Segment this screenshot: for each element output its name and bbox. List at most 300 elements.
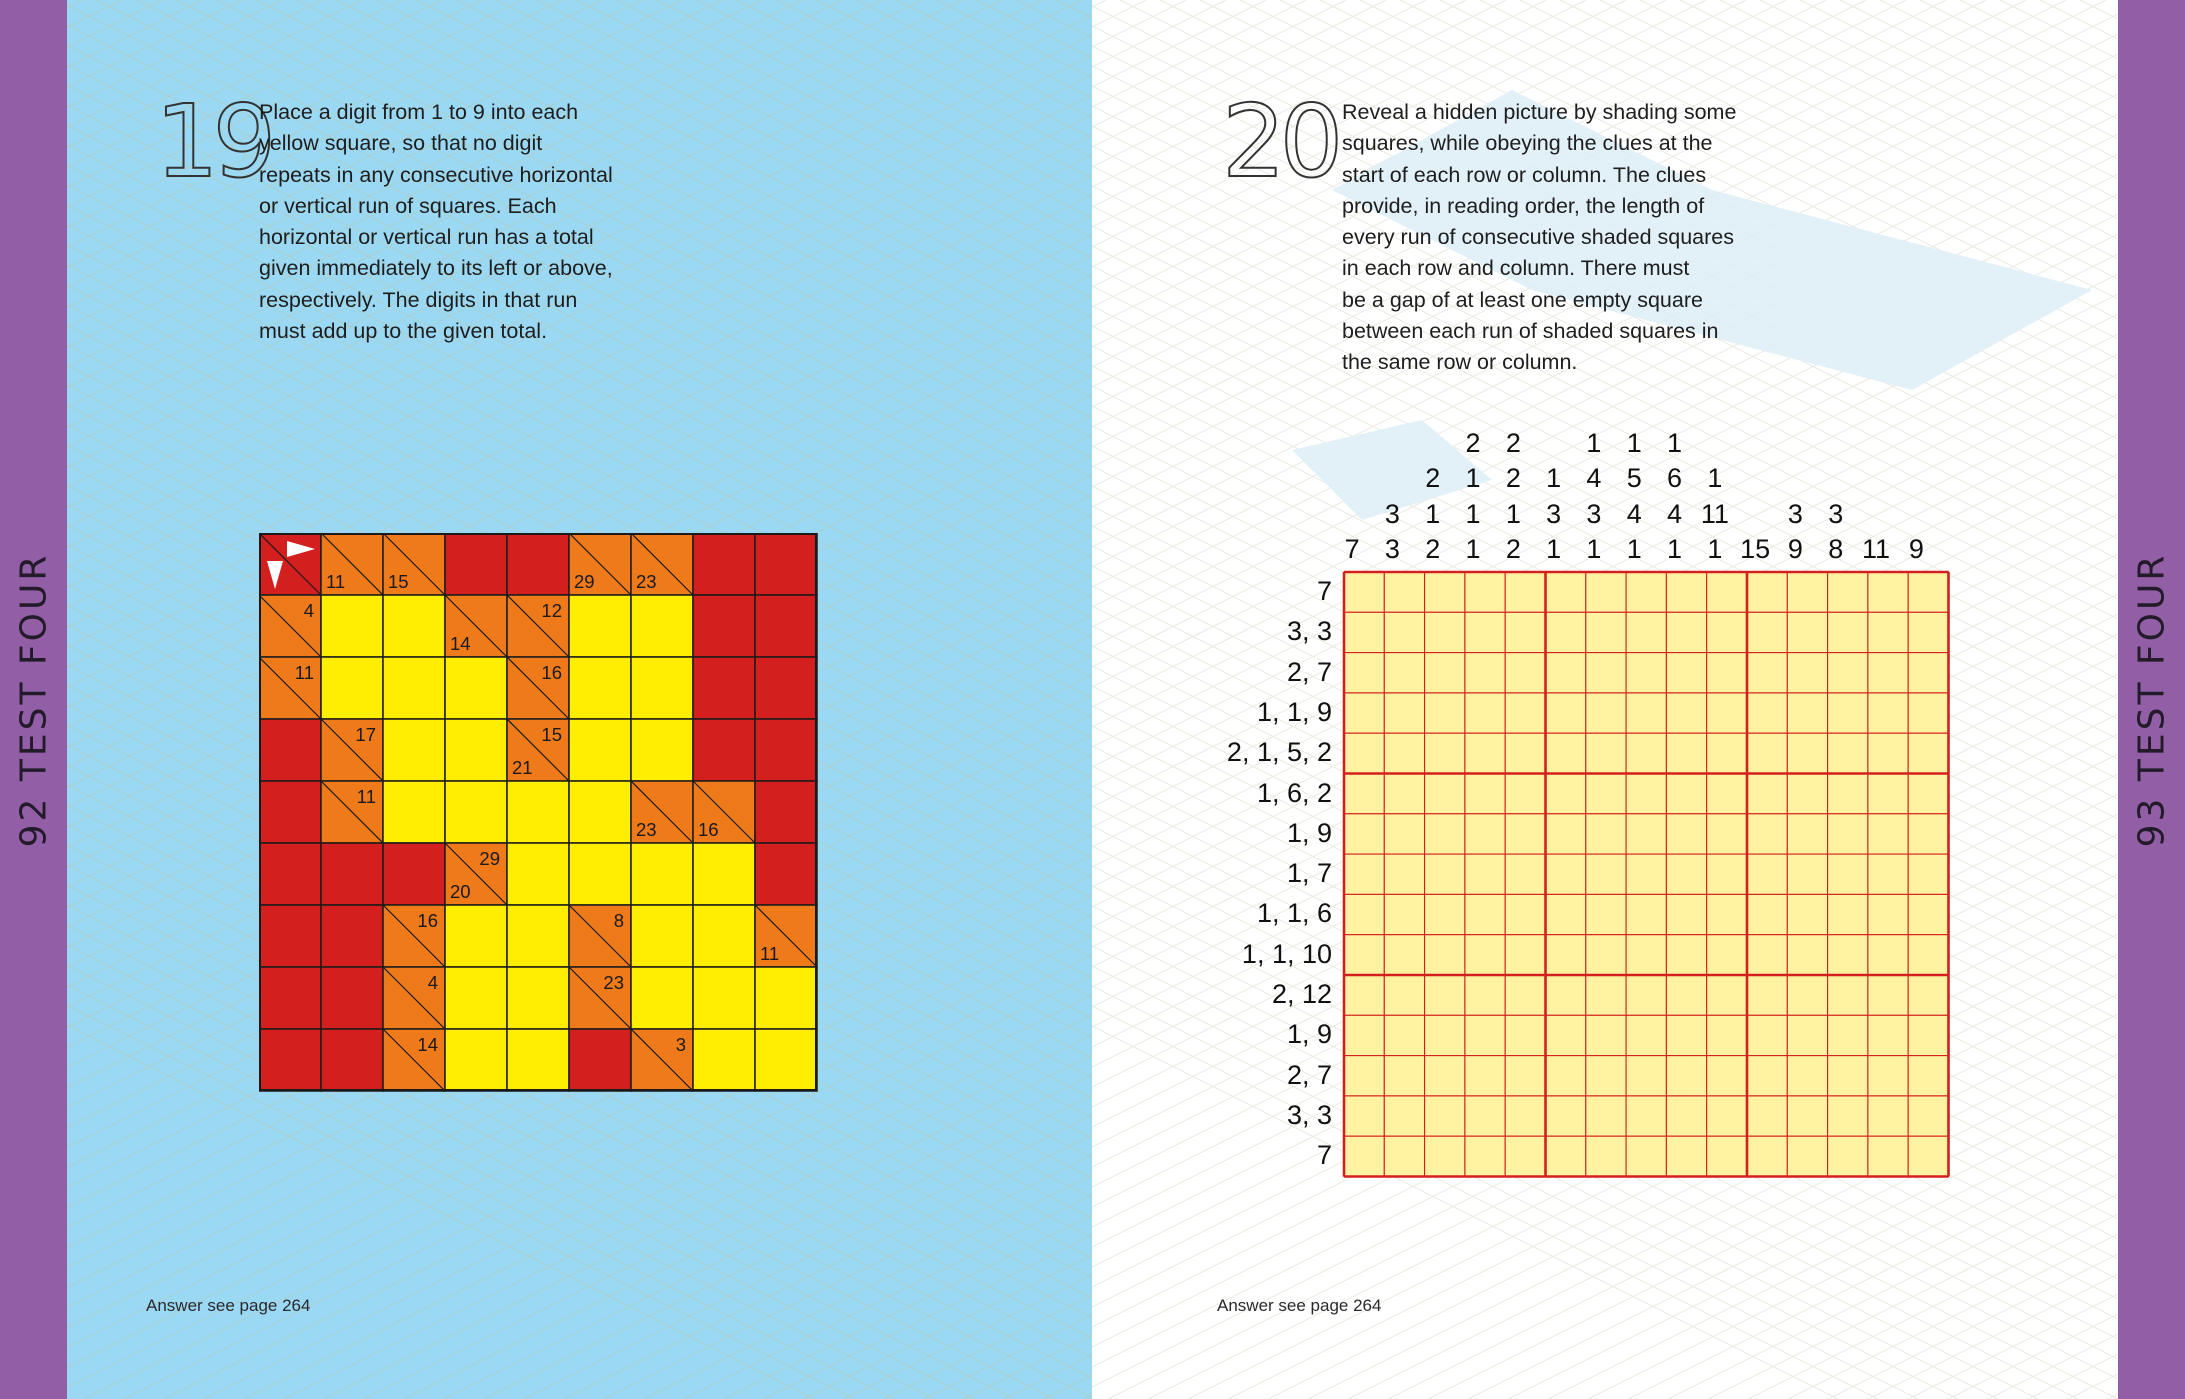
row-clue: 1, 1, 10 [1241, 938, 1332, 969]
nonogram-cell[interactable] [1868, 1136, 1908, 1176]
nonogram-cell[interactable] [1465, 814, 1505, 854]
nonogram-cell[interactable] [1828, 1056, 1868, 1096]
left-section-label: 92 TEST FOUR [13, 552, 54, 847]
nonogram-cell[interactable] [1344, 894, 1384, 934]
nonogram-cell[interactable] [1868, 1015, 1908, 1055]
nonogram-cell[interactable] [1425, 1136, 1465, 1176]
row-clue: 3, 3 [1286, 616, 1332, 647]
nonogram-cell[interactable] [1546, 612, 1586, 652]
nonogram-cell[interactable] [1868, 693, 1908, 733]
kakuro-entry-cell[interactable] [507, 843, 569, 905]
nonogram-cell[interactable] [1425, 1096, 1465, 1136]
nonogram-cell[interactable] [1586, 612, 1626, 652]
nonogram-cell[interactable] [1505, 693, 1545, 733]
nonogram-cell[interactable] [1344, 572, 1384, 612]
kakuro-blocked-cell [445, 533, 507, 595]
nonogram-cell[interactable] [1546, 1015, 1586, 1055]
nonogram-cell[interactable] [1546, 894, 1586, 934]
nonogram-cell[interactable] [1384, 1136, 1424, 1176]
column-clue: 3 [1828, 498, 1844, 529]
nonogram-cell[interactable] [1787, 693, 1827, 733]
nonogram-cell[interactable] [1787, 1056, 1827, 1096]
kakuro-entry-cell[interactable] [383, 719, 445, 781]
nonogram-cell[interactable] [1344, 612, 1384, 652]
kakuro-entry-cell[interactable] [507, 1029, 569, 1091]
kakuro-entry-cell[interactable] [569, 595, 631, 657]
nonogram-cell[interactable] [1707, 612, 1747, 652]
nonogram-cell[interactable] [1626, 1096, 1666, 1136]
nonogram-cell[interactable] [1787, 854, 1827, 894]
kakuro-entry-cell[interactable] [693, 967, 755, 1029]
nonogram-cell[interactable] [1626, 935, 1666, 975]
nonogram-cell[interactable] [1908, 733, 1948, 773]
row-clue: 1, 7 [1286, 858, 1332, 889]
nonogram-cell[interactable] [1908, 572, 1948, 612]
nonogram-cell[interactable] [1787, 814, 1827, 854]
kakuro-entry-cell[interactable] [755, 967, 817, 1029]
nonogram-cell[interactable] [1465, 693, 1505, 733]
kakuro-entry-cell[interactable] [445, 719, 507, 781]
nonogram-cell[interactable] [1666, 572, 1706, 612]
nonogram-cell[interactable] [1586, 693, 1626, 733]
nonogram-cell[interactable] [1626, 774, 1666, 814]
nonogram-cell[interactable] [1586, 653, 1626, 693]
nonogram-cell[interactable] [1787, 612, 1827, 652]
nonogram-cell[interactable] [1586, 1136, 1626, 1176]
column-clue: 5 [1626, 463, 1642, 493]
nonogram-cell[interactable] [1828, 1136, 1868, 1176]
nonogram-cell[interactable] [1586, 733, 1626, 773]
nonogram-cell[interactable] [1384, 975, 1424, 1015]
kakuro-entry-cell[interactable] [631, 595, 693, 657]
nonogram-cell[interactable] [1586, 935, 1626, 975]
nonogram-cell[interactable] [1626, 1056, 1666, 1096]
nonogram-cell[interactable] [1747, 935, 1787, 975]
nonogram-cell[interactable] [1626, 975, 1666, 1015]
down-clue: 16 [698, 819, 719, 840]
nonogram-cell[interactable] [1425, 733, 1465, 773]
nonogram-cell[interactable] [1707, 774, 1747, 814]
nonogram-cell[interactable] [1868, 975, 1908, 1015]
down-clue: 23 [636, 819, 657, 840]
nonogram-cell[interactable] [1828, 733, 1868, 773]
nonogram-cell[interactable] [1908, 854, 1948, 894]
nonogram-cell[interactable] [1425, 612, 1465, 652]
nonogram-cell[interactable] [1546, 1136, 1586, 1176]
nonogram-cell[interactable] [1787, 975, 1827, 1015]
column-clue: 3 [1546, 498, 1562, 529]
nonogram-cell[interactable] [1666, 894, 1706, 934]
nonogram-cell[interactable] [1505, 975, 1545, 1015]
nonogram-cell[interactable] [1425, 693, 1465, 733]
nonogram-cell[interactable] [1384, 935, 1424, 975]
nonogram-cell[interactable] [1344, 935, 1384, 975]
nonogram-cell[interactable] [1908, 975, 1948, 1015]
nonogram-cell[interactable] [1465, 1096, 1505, 1136]
nonogram-cell[interactable] [1747, 1056, 1787, 1096]
column-clue: 11 [1862, 534, 1891, 564]
kakuro-blocked-cell [755, 781, 817, 843]
nonogram-cell[interactable] [1868, 733, 1908, 773]
nonogram-cell[interactable] [1908, 1096, 1948, 1136]
nonogram-cell[interactable] [1344, 975, 1384, 1015]
nonogram-cell[interactable] [1546, 1056, 1586, 1096]
nonogram-cell[interactable] [1787, 935, 1827, 975]
nonogram-cell[interactable] [1828, 572, 1868, 612]
column-clue: 7 [1344, 534, 1360, 564]
kakuro-grid[interactable] [259, 533, 821, 1093]
nonogram-cell[interactable] [1747, 894, 1787, 934]
kakuro-entry-cell[interactable] [445, 905, 507, 967]
nonogram-cell[interactable] [1586, 1096, 1626, 1136]
nonogram-cell[interactable] [1384, 814, 1424, 854]
nonogram-cell[interactable] [1586, 975, 1626, 1015]
nonogram-cell[interactable] [1505, 612, 1545, 652]
nonogram-cell[interactable] [1868, 1096, 1908, 1136]
kakuro-blocked-cell [569, 1029, 631, 1091]
row-clue: 1, 6, 2 [1256, 777, 1332, 808]
nonogram-cell[interactable] [1666, 854, 1706, 894]
kakuro-entry-cell[interactable] [631, 657, 693, 719]
nonogram-cell[interactable] [1344, 854, 1384, 894]
nonogram-cell[interactable] [1546, 935, 1586, 975]
column-clue: 4 [1626, 498, 1642, 529]
nonogram-cell[interactable] [1626, 653, 1666, 693]
nonogram-cell[interactable] [1666, 774, 1706, 814]
nonogram-cell[interactable] [1586, 894, 1626, 934]
nonogram-cell[interactable] [1344, 1056, 1384, 1096]
nonogram-cell[interactable] [1747, 854, 1787, 894]
nonogram-cell[interactable] [1828, 975, 1868, 1015]
nonogram-cell[interactable] [1425, 1015, 1465, 1055]
nonogram-cell[interactable] [1384, 854, 1424, 894]
nonogram-cell[interactable] [1787, 894, 1827, 934]
nonogram-cell[interactable] [1384, 774, 1424, 814]
nonogram-cell[interactable] [1828, 854, 1868, 894]
nonogram-cell[interactable] [1546, 653, 1586, 693]
nonogram-cell[interactable] [1465, 1136, 1505, 1176]
nonogram-cell[interactable] [1384, 1056, 1424, 1096]
nonogram-cell[interactable] [1344, 1015, 1384, 1055]
nonogram-cell[interactable] [1425, 814, 1465, 854]
nonogram-cell[interactable] [1344, 733, 1384, 773]
nonogram-cell[interactable] [1747, 1015, 1787, 1055]
nonogram-cell[interactable] [1908, 774, 1948, 814]
nonogram-cell[interactable] [1425, 854, 1465, 894]
nonogram-cell[interactable] [1707, 814, 1747, 854]
row-clue: 1, 1, 9 [1256, 696, 1332, 727]
across-clue: 11 [356, 786, 376, 807]
kakuro-entry-cell[interactable] [693, 1029, 755, 1091]
nonogram-cell[interactable] [1546, 572, 1586, 612]
nonogram-cell[interactable] [1626, 894, 1666, 934]
nonogram-cell[interactable] [1868, 935, 1908, 975]
nonogram-cell[interactable] [1908, 894, 1948, 934]
nonogram-cell[interactable] [1465, 612, 1505, 652]
nonogram-cell[interactable] [1666, 1015, 1706, 1055]
nonogram-cell[interactable] [1384, 1015, 1424, 1055]
nonogram-cell[interactable] [1384, 733, 1424, 773]
nonogram-cell[interactable] [1384, 612, 1424, 652]
across-clue: 17 [355, 724, 376, 745]
nonogram-cell[interactable] [1868, 572, 1908, 612]
kakuro-entry-cell[interactable] [321, 657, 383, 719]
nonogram-cell[interactable] [1908, 935, 1948, 975]
nonogram-cell[interactable] [1828, 653, 1868, 693]
nonogram-cell[interactable] [1465, 572, 1505, 612]
nonogram-cell[interactable] [1586, 572, 1626, 612]
kakuro-entry-cell[interactable] [569, 657, 631, 719]
kakuro-blocked-cell [259, 719, 321, 781]
nonogram-cell[interactable] [1546, 854, 1586, 894]
nonogram-cell[interactable] [1425, 894, 1465, 934]
nonogram-cell[interactable] [1505, 572, 1545, 612]
nonogram-cell[interactable] [1908, 1056, 1948, 1096]
nonogram-grid[interactable] [1342, 570, 1952, 1180]
kakuro-entry-cell[interactable] [507, 905, 569, 967]
nonogram-cell[interactable] [1586, 814, 1626, 854]
nonogram-cell[interactable] [1505, 894, 1545, 934]
nonogram-cell[interactable] [1707, 854, 1747, 894]
nonogram-cell[interactable] [1747, 1096, 1787, 1136]
kakuro-entry-cell[interactable] [383, 657, 445, 719]
nonogram-cell[interactable] [1787, 1136, 1827, 1176]
nonogram-cell[interactable] [1505, 935, 1545, 975]
nonogram-cell[interactable] [1465, 733, 1505, 773]
nonogram-cell[interactable] [1828, 894, 1868, 934]
across-clue: 12 [541, 600, 562, 621]
nonogram-cell[interactable] [1505, 1015, 1545, 1055]
nonogram-cell[interactable] [1868, 653, 1908, 693]
nonogram-cell[interactable] [1666, 693, 1706, 733]
nonogram-cell[interactable] [1828, 774, 1868, 814]
nonogram-cell[interactable] [1384, 572, 1424, 612]
kakuro-blocked-cell [507, 533, 569, 595]
nonogram-cell[interactable] [1344, 693, 1384, 733]
nonogram-cell[interactable] [1546, 693, 1586, 733]
kakuro-entry-cell[interactable] [569, 781, 631, 843]
answer-note: Answer see page 264 [1217, 1296, 1382, 1315]
nonogram-cell[interactable] [1626, 693, 1666, 733]
nonogram-cell[interactable] [1586, 1056, 1626, 1096]
nonogram-cell[interactable] [1666, 1096, 1706, 1136]
nonogram-cell[interactable] [1465, 975, 1505, 1015]
nonogram-cell[interactable] [1425, 774, 1465, 814]
kakuro-entry-cell[interactable] [693, 843, 755, 905]
nonogram-cell[interactable] [1626, 572, 1666, 612]
nonogram-cell[interactable] [1626, 1015, 1666, 1055]
nonogram-cell[interactable] [1546, 774, 1586, 814]
kakuro-entry-cell[interactable] [507, 967, 569, 1029]
nonogram-cell[interactable] [1787, 572, 1827, 612]
nonogram-cell[interactable] [1666, 935, 1706, 975]
nonogram-cell[interactable] [1465, 935, 1505, 975]
kakuro-blocked-cell [259, 967, 321, 1029]
nonogram-cell[interactable] [1787, 1015, 1827, 1055]
nonogram-cell[interactable] [1666, 1056, 1706, 1096]
row-clue: 7 [1316, 576, 1332, 606]
nonogram-cell[interactable] [1384, 1096, 1424, 1136]
nonogram-cell[interactable] [1425, 653, 1465, 693]
nonogram-cell[interactable] [1626, 854, 1666, 894]
nonogram-cell[interactable] [1707, 693, 1747, 733]
kakuro-entry-cell[interactable] [445, 967, 507, 1029]
nonogram-cell[interactable] [1666, 733, 1706, 773]
row-clue: 2, 12 [1271, 979, 1332, 1009]
nonogram-cell[interactable] [1586, 854, 1626, 894]
kakuro-entry-cell[interactable] [755, 1029, 817, 1091]
nonogram-cell[interactable] [1908, 693, 1948, 733]
nonogram-cell[interactable] [1465, 894, 1505, 934]
nonogram-cell[interactable] [1707, 653, 1747, 693]
nonogram-cell[interactable] [1465, 774, 1505, 814]
nonogram-cell[interactable] [1707, 1096, 1747, 1136]
kakuro-entry-cell[interactable] [445, 781, 507, 843]
nonogram-cell[interactable] [1787, 733, 1827, 773]
nonogram-cell[interactable] [1707, 572, 1747, 612]
nonogram-cell[interactable] [1828, 1015, 1868, 1055]
nonogram-cell[interactable] [1868, 774, 1908, 814]
left-page [67, 0, 1092, 1399]
nonogram-cell[interactable] [1546, 733, 1586, 773]
nonogram-cell[interactable] [1707, 1015, 1747, 1055]
kakuro-blocked-cell [755, 595, 817, 657]
row-clue: 1, 9 [1286, 817, 1332, 848]
nonogram-cell[interactable] [1666, 612, 1706, 652]
nonogram-cell[interactable] [1505, 653, 1545, 693]
across-clue: 8 [613, 910, 624, 931]
kakuro-entry-cell[interactable] [445, 657, 507, 719]
nonogram-cell[interactable] [1505, 814, 1545, 854]
nonogram-cell[interactable] [1505, 733, 1545, 773]
kakuro-blocked-cell [755, 657, 817, 719]
nonogram-cell[interactable] [1868, 854, 1908, 894]
kakuro-entry-cell[interactable] [631, 719, 693, 781]
nonogram-cell[interactable] [1707, 733, 1747, 773]
nonogram-cell[interactable] [1586, 1015, 1626, 1055]
nonogram-cell[interactable] [1747, 774, 1787, 814]
nonogram-cell[interactable] [1626, 733, 1666, 773]
nonogram-cell[interactable] [1747, 572, 1787, 612]
nonogram-cell[interactable] [1425, 975, 1465, 1015]
nonogram-cell[interactable] [1747, 612, 1787, 652]
nonogram-cell[interactable] [1908, 814, 1948, 854]
kakuro-entry-cell[interactable] [445, 1029, 507, 1091]
nonogram-cell[interactable] [1626, 612, 1666, 652]
nonogram-cell[interactable] [1747, 693, 1787, 733]
nonogram-cell[interactable] [1666, 1136, 1706, 1176]
nonogram-cell[interactable] [1747, 733, 1787, 773]
nonogram-cell[interactable] [1868, 612, 1908, 652]
nonogram-cell[interactable] [1828, 814, 1868, 854]
nonogram-cell[interactable] [1505, 1136, 1545, 1176]
nonogram-cell[interactable] [1465, 1056, 1505, 1096]
kakuro-entry-cell[interactable] [693, 905, 755, 967]
nonogram-cell[interactable] [1626, 814, 1666, 854]
nonogram-cell[interactable] [1546, 975, 1586, 1015]
kakuro-entry-cell[interactable] [383, 595, 445, 657]
nonogram-cell[interactable] [1344, 1136, 1384, 1176]
across-clue: 14 [417, 1034, 438, 1055]
nonogram-cell[interactable] [1465, 653, 1505, 693]
nonogram-cell[interactable] [1908, 1015, 1948, 1055]
nonogram-cell[interactable] [1425, 935, 1465, 975]
nonogram-cell[interactable] [1344, 653, 1384, 693]
kakuro-entry-cell[interactable] [321, 595, 383, 657]
nonogram-cell[interactable] [1505, 774, 1545, 814]
nonogram-cell[interactable] [1505, 1096, 1545, 1136]
nonogram-cell[interactable] [1666, 653, 1706, 693]
nonogram-cell[interactable] [1707, 1056, 1747, 1096]
nonogram-cell[interactable] [1505, 1056, 1545, 1096]
kakuro-entry-cell[interactable] [507, 781, 569, 843]
kakuro-entry-cell[interactable] [383, 781, 445, 843]
nonogram-cell[interactable] [1868, 814, 1908, 854]
nonogram-cell[interactable] [1908, 1136, 1948, 1176]
nonogram-cell[interactable] [1868, 1056, 1908, 1096]
nonogram-cell[interactable] [1384, 894, 1424, 934]
nonogram-cell[interactable] [1747, 1136, 1787, 1176]
nonogram-cell[interactable] [1787, 653, 1827, 693]
nonogram-cell[interactable] [1828, 612, 1868, 652]
nonogram-cell[interactable] [1465, 854, 1505, 894]
nonogram-cell[interactable] [1384, 693, 1424, 733]
nonogram-cell[interactable] [1626, 1136, 1666, 1176]
nonogram-cell[interactable] [1707, 1136, 1747, 1176]
nonogram-cell[interactable] [1344, 774, 1384, 814]
nonogram-cell[interactable] [1465, 1015, 1505, 1055]
kakuro-entry-cell[interactable] [569, 719, 631, 781]
nonogram-cell[interactable] [1707, 975, 1747, 1015]
nonogram-cell[interactable] [1828, 935, 1868, 975]
nonogram-cell[interactable] [1787, 774, 1827, 814]
nonogram-cell[interactable] [1787, 1096, 1827, 1136]
puzzle-number: 19 [155, 83, 271, 200]
nonogram-cell[interactable] [1505, 854, 1545, 894]
across-clue: 4 [427, 972, 438, 993]
nonogram-cell[interactable] [1747, 653, 1787, 693]
nonogram-cell[interactable] [1747, 814, 1787, 854]
nonogram-cell[interactable] [1384, 653, 1424, 693]
nonogram-cell[interactable] [1828, 1096, 1868, 1136]
kakuro-entry-cell[interactable] [631, 843, 693, 905]
nonogram-cell[interactable] [1586, 774, 1626, 814]
kakuro-entry-cell[interactable] [569, 843, 631, 905]
kakuro-blocked-cell [259, 1029, 321, 1091]
nonogram-cell[interactable] [1344, 1096, 1384, 1136]
nonogram-cell[interactable] [1908, 612, 1948, 652]
column-clue: 6 [1667, 463, 1683, 493]
row-clue: 2, 7 [1286, 1059, 1332, 1090]
nonogram-cell[interactable] [1546, 1096, 1586, 1136]
nonogram-cell[interactable] [1666, 975, 1706, 1015]
nonogram-cell[interactable] [1425, 1056, 1465, 1096]
kakuro-entry-cell[interactable] [631, 967, 693, 1029]
kakuro-entry-cell[interactable] [631, 905, 693, 967]
nonogram-cell[interactable] [1908, 653, 1948, 693]
nonogram-cell[interactable] [1666, 814, 1706, 854]
column-clue: 1 [1626, 534, 1642, 564]
nonogram-cell[interactable] [1747, 975, 1787, 1015]
nonogram-cell[interactable] [1707, 935, 1747, 975]
nonogram-cell[interactable] [1868, 894, 1908, 934]
nonogram-cell[interactable] [1828, 693, 1868, 733]
nonogram-cell[interactable] [1344, 814, 1384, 854]
nonogram-cell[interactable] [1546, 814, 1586, 854]
kakuro-blocked-cell [321, 905, 383, 967]
nonogram-cell[interactable] [1707, 894, 1747, 934]
nonogram-cell[interactable] [1425, 572, 1465, 612]
